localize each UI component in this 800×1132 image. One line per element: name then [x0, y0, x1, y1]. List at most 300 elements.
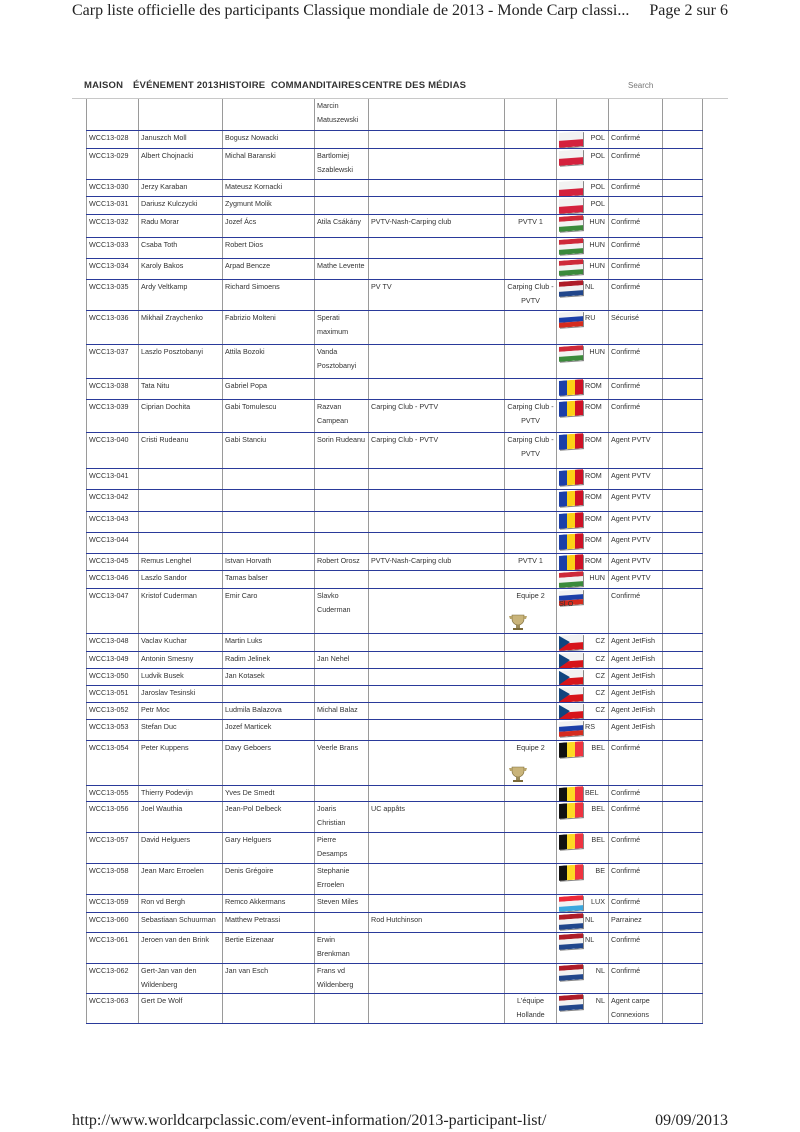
angler-3-cell	[315, 719, 369, 740]
angler-3-cell	[315, 633, 369, 651]
angler-1-cell	[139, 468, 223, 489]
table-row	[87, 832, 703, 863]
table-row	[87, 894, 703, 912]
sponsor-cell	[369, 668, 505, 685]
angler-2-cell: Zygmunt Molik	[223, 196, 315, 214]
sponsor-cell	[369, 378, 505, 399]
print-footer-date: 09/09/2013	[655, 1112, 728, 1129]
country-cell	[557, 179, 609, 196]
status-cell: Confirmé	[609, 832, 663, 863]
country-code: BEL	[585, 787, 599, 797]
team-label: Carping Club - PVTV	[507, 281, 554, 305]
team-label: Carping Club - PVTV	[507, 434, 554, 458]
empty-cell	[663, 894, 703, 912]
country-code: BEL	[591, 742, 605, 752]
country-cell	[557, 719, 609, 740]
angler-1-cell: Laszlo Sandor	[139, 570, 223, 588]
angler-3-cell	[315, 179, 369, 196]
sponsor-cell	[369, 511, 505, 532]
angler-2-cell: Bogusz Nowacki	[223, 130, 315, 148]
country-cell	[557, 130, 609, 148]
participant-id-cell: WCC13-044	[87, 532, 139, 553]
participant-id-cell: WCC13-029	[87, 148, 139, 179]
participant-id-cell: WCC13-042	[87, 489, 139, 511]
team-cell	[505, 832, 557, 863]
angler-1-cell: Ardy Veltkamp	[139, 279, 223, 310]
angler-3-cell: Erwin Brenkman	[315, 932, 369, 963]
top-navigation	[72, 74, 728, 99]
flag-icon-bel	[559, 741, 583, 758]
participant-id-cell: WCC13-054	[87, 740, 139, 785]
angler-1-cell: Sebastiaan Schuurman	[139, 912, 223, 932]
angler-1-cell: Januszch Moll	[139, 130, 223, 148]
flag-icon-hun	[559, 259, 583, 276]
table-row	[87, 668, 703, 685]
country-cell	[557, 237, 609, 258]
flag-icon-pol	[559, 180, 583, 196]
angler-3-cell: Frans vd Wildenberg	[315, 963, 369, 993]
search-input[interactable]	[628, 78, 724, 92]
team-cell	[505, 633, 557, 651]
table-row	[87, 99, 703, 130]
country-code: ROM	[585, 401, 602, 411]
nav-item-maison[interactable]: MAISON	[84, 80, 124, 91]
table-row	[87, 344, 703, 378]
empty-cell	[663, 399, 703, 432]
angler-3-cell: Vanda Posztobanyi	[315, 344, 369, 378]
table-row	[87, 685, 703, 702]
angler-3-cell: Razvan Campean	[315, 399, 369, 432]
team-cell	[505, 130, 557, 148]
table-row	[87, 740, 703, 785]
table-row	[87, 214, 703, 237]
participant-id-cell: WCC13-053	[87, 719, 139, 740]
team-label: L'équipe Hollande	[516, 995, 545, 1019]
angler-3-cell: Joaris Christian	[315, 801, 369, 832]
status-cell: Agent JetFish	[609, 668, 663, 685]
sponsor-cell	[369, 932, 505, 963]
sponsor-cell	[369, 532, 505, 553]
angler-1-cell: Vaclav Kuchar	[139, 633, 223, 651]
sponsor-cell	[369, 489, 505, 511]
status-cell: Confirmé	[609, 378, 663, 399]
team-cell	[505, 432, 557, 468]
participant-table	[86, 99, 703, 1024]
country-code: BEL	[591, 834, 605, 844]
angler-2-cell: Gabriel Popa	[223, 378, 315, 399]
participant-id-cell: WCC13-039	[87, 399, 139, 432]
status-cell: Parrainez	[609, 912, 663, 932]
participant-id-cell: WCC13-047	[87, 588, 139, 633]
angler-1-cell: Stefan Duc	[139, 719, 223, 740]
participant-id-cell: WCC13-033	[87, 237, 139, 258]
angler-3-cell	[315, 570, 369, 588]
country-cell	[557, 468, 609, 489]
print-footer	[72, 1112, 728, 1132]
table-row	[87, 863, 703, 894]
country-cell	[557, 214, 609, 237]
angler-2-cell	[223, 532, 315, 553]
sponsor-cell	[369, 588, 505, 633]
sponsor-cell	[369, 99, 505, 130]
empty-cell	[663, 932, 703, 963]
status-cell: Confirmé	[609, 740, 663, 785]
angler-1-cell	[139, 511, 223, 532]
angler-1-cell: Laszlo Posztobanyi	[139, 344, 223, 378]
angler-1-cell: Tata Nitu	[139, 378, 223, 399]
team-label: PVTV 1	[518, 555, 543, 565]
participant-id-cell: WCC13-040	[87, 432, 139, 468]
sponsor-cell	[369, 310, 505, 344]
sponsor-cell	[369, 785, 505, 801]
table-row	[87, 801, 703, 832]
angler-3-cell	[315, 785, 369, 801]
team-cell	[505, 932, 557, 963]
status-cell: Confirmé	[609, 801, 663, 832]
participant-id-cell: WCC13-060	[87, 912, 139, 932]
sponsor-cell	[369, 258, 505, 279]
angler-3-cell	[315, 196, 369, 214]
participant-id-cell: WCC13-031	[87, 196, 139, 214]
angler-1-cell: Csaba Toth	[139, 237, 223, 258]
angler-3-cell: Slavko Cuderman	[315, 588, 369, 633]
participant-id-cell	[87, 99, 139, 130]
sponsor-cell	[369, 993, 505, 1023]
country-cell	[557, 489, 609, 511]
table-row	[87, 310, 703, 344]
angler-1-cell: Gert-Jan van den Wildenberg	[139, 963, 223, 993]
table-row	[87, 912, 703, 932]
angler-2-cell	[223, 489, 315, 511]
empty-cell	[663, 432, 703, 468]
angler-2-cell	[223, 685, 315, 702]
status-cell: Confirmé	[609, 932, 663, 963]
angler-1-cell: Albert Chojnacki	[139, 148, 223, 179]
angler-2-cell: Attila Bozoki	[223, 344, 315, 378]
flag-icon-rom	[559, 433, 583, 450]
country-code: POL	[590, 132, 605, 142]
team-cell	[505, 785, 557, 801]
country-code: HUN	[589, 216, 605, 226]
team-cell	[505, 651, 557, 668]
sponsor-cell: PVTV-Nash-Carping club	[369, 214, 505, 237]
team-cell	[505, 378, 557, 399]
angler-2-cell: Matthew Petrassi	[223, 912, 315, 932]
status-cell: Confirmé	[609, 179, 663, 196]
table-row	[87, 993, 703, 1023]
participant-id-cell: WCC13-055	[87, 785, 139, 801]
angler-1-cell: Joel Wauthia	[139, 801, 223, 832]
empty-cell	[663, 511, 703, 532]
empty-cell	[663, 740, 703, 785]
status-cell	[609, 196, 663, 214]
participant-id-cell: WCC13-049	[87, 651, 139, 668]
team-cell	[505, 702, 557, 719]
sponsor-cell	[369, 179, 505, 196]
empty-cell	[663, 489, 703, 511]
angler-2-cell: Martin Luks	[223, 633, 315, 651]
empty-cell	[663, 912, 703, 932]
sponsor-cell: PV TV	[369, 279, 505, 310]
empty-cell	[663, 237, 703, 258]
status-cell: Confirmé	[609, 963, 663, 993]
table-row	[87, 963, 703, 993]
country-code: POL	[590, 181, 605, 191]
angler-2-cell	[223, 511, 315, 532]
angler-2-cell: Ludmila Balazova	[223, 702, 315, 719]
angler-3-cell: Veerle Brans	[315, 740, 369, 785]
status-cell: Agent carpe Connexions	[609, 993, 663, 1023]
angler-2-cell: Richard Simoens	[223, 279, 315, 310]
status-cell: Confirmé	[609, 344, 663, 378]
angler-2-cell	[223, 993, 315, 1023]
trophy-icon	[507, 613, 529, 631]
flag-icon-pol	[559, 197, 583, 214]
nav-item-commanditaires[interactable]: COMMANDITAIRES	[271, 80, 362, 91]
team-cell	[505, 963, 557, 993]
empty-cell	[663, 378, 703, 399]
angler-2-cell: Gabi Tomulescu	[223, 399, 315, 432]
team-label: PVTV 1	[518, 216, 543, 226]
participant-id-cell: WCC13-051	[87, 685, 139, 702]
angler-1-cell	[139, 99, 223, 130]
angler-1-cell: Kristof Cuderman	[139, 588, 223, 633]
angler-3-cell	[315, 685, 369, 702]
print-footer-url: http://www.worldcarpclassic.com/event-information/2013-participant-list/	[72, 1112, 547, 1129]
flag-icon-nl	[559, 913, 583, 930]
sponsor-cell	[369, 633, 505, 651]
country-cell	[557, 196, 609, 214]
status-cell: Confirmé	[609, 258, 663, 279]
flag-icon-nl	[559, 964, 583, 981]
angler-2-cell: Fabrizio Molteni	[223, 310, 315, 344]
flag-icon-rom	[559, 400, 583, 417]
angler-1-cell: Remus Lenghel	[139, 553, 223, 570]
country-code: ROM	[585, 513, 602, 523]
angler-1-cell: David Helguers	[139, 832, 223, 863]
table-row	[87, 719, 703, 740]
angler-3-cell	[315, 130, 369, 148]
flag-icon-rom	[559, 512, 583, 529]
participant-id-cell: WCC13-046	[87, 570, 139, 588]
flag-icon-cz	[559, 669, 583, 685]
empty-cell	[663, 148, 703, 179]
status-cell: Agent PVTV	[609, 432, 663, 468]
country-cell	[557, 553, 609, 570]
participant-id-cell: WCC13-061	[87, 932, 139, 963]
empty-cell	[663, 130, 703, 148]
flag-icon-cz	[559, 703, 583, 719]
country-code: NL	[585, 914, 595, 924]
participant-id-cell: WCC13-059	[87, 894, 139, 912]
country-cell	[557, 310, 609, 344]
angler-3-cell	[315, 993, 369, 1023]
flag-icon-rom	[559, 379, 583, 396]
angler-3-cell	[315, 489, 369, 511]
angler-2-cell: Gary Helguers	[223, 832, 315, 863]
country-cell	[557, 912, 609, 932]
team-cell	[505, 214, 557, 237]
empty-cell	[663, 963, 703, 993]
angler-1-cell: Jerzy Karaban	[139, 179, 223, 196]
angler-3-cell	[315, 468, 369, 489]
angler-3-cell: Michal Balaz	[315, 702, 369, 719]
angler-3-cell	[315, 511, 369, 532]
sponsor-cell	[369, 894, 505, 912]
country-code: HUN	[589, 572, 605, 582]
angler-2-cell: Davy Geboers	[223, 740, 315, 785]
angler-3-cell: Sperati maximum	[315, 310, 369, 344]
team-cell	[505, 894, 557, 912]
flag-icon-hun	[559, 345, 583, 362]
angler-2-cell: Istvan Horvath	[223, 553, 315, 570]
sponsor-cell: Carping Club - PVTV	[369, 432, 505, 468]
empty-cell	[663, 993, 703, 1023]
nav-item-histoire[interactable]: HISTOIRE	[219, 80, 266, 91]
country-code: CZ	[595, 653, 605, 663]
status-cell: Confirmé	[609, 588, 663, 633]
participant-id-cell: WCC13-048	[87, 633, 139, 651]
sponsor-cell	[369, 130, 505, 148]
team-label: Equipe 2	[516, 590, 545, 600]
sponsor-cell	[369, 702, 505, 719]
flag-icon-hun	[559, 571, 583, 588]
participant-id-cell: WCC13-037	[87, 344, 139, 378]
angler-2-cell: Jean-Pol Delbeck	[223, 801, 315, 832]
country-cell	[557, 651, 609, 668]
team-cell	[505, 912, 557, 932]
table-row	[87, 633, 703, 651]
table-row	[87, 511, 703, 532]
team-cell	[505, 344, 557, 378]
table-row	[87, 399, 703, 432]
angler-1-cell: Karoly Bakos	[139, 258, 223, 279]
nav-item-evenement-2013[interactable]: ÉVÉNEMENT 2013	[133, 80, 219, 91]
angler-3-cell: Mathe Levente	[315, 258, 369, 279]
country-cell	[557, 801, 609, 832]
status-cell: Agent PVTV	[609, 532, 663, 553]
table-row	[87, 785, 703, 801]
sponsor-cell	[369, 719, 505, 740]
angler-3-cell: Pierre Desamps	[315, 832, 369, 863]
country-code: CZ	[595, 635, 605, 645]
angler-3-cell: Robert Orosz	[315, 553, 369, 570]
participant-id-cell: WCC13-063	[87, 993, 139, 1023]
country-code: HUN	[589, 260, 605, 270]
flag-icon-rs	[559, 720, 583, 737]
angler-2-cell: Gabi Stanciu	[223, 432, 315, 468]
sponsor-cell	[369, 832, 505, 863]
angler-3-cell	[315, 532, 369, 553]
angler-1-cell: Petr Moc	[139, 702, 223, 719]
status-cell: Confirmé	[609, 237, 663, 258]
table-row	[87, 148, 703, 179]
sponsor-cell	[369, 570, 505, 588]
angler-3-cell: Stephanie Erroelen	[315, 863, 369, 894]
print-header-page-number: Page 2 sur 6	[649, 2, 728, 19]
sponsor-cell	[369, 468, 505, 489]
country-cell	[557, 432, 609, 468]
empty-cell	[663, 532, 703, 553]
participant-id-cell: WCC13-058	[87, 863, 139, 894]
angler-2-cell: Jozef Marticek	[223, 719, 315, 740]
sponsor-cell	[369, 344, 505, 378]
flag-icon-pol	[559, 149, 583, 166]
country-code: NL	[585, 934, 595, 944]
status-cell: Agent PVTV	[609, 553, 663, 570]
team-cell	[505, 196, 557, 214]
angler-2-cell: Yves De Smedt	[223, 785, 315, 801]
country-code: POL	[590, 198, 605, 208]
country-cell	[557, 148, 609, 179]
angler-1-cell: Radu Morar	[139, 214, 223, 237]
sponsor-cell: Carping Club - PVTV	[369, 399, 505, 432]
nav-item-centre-des-medias[interactable]: CENTRE DES MÉDIAS	[362, 80, 467, 91]
team-cell	[505, 258, 557, 279]
country-cell	[557, 932, 609, 963]
table-row	[87, 130, 703, 148]
country-cell	[557, 570, 609, 588]
team-cell	[505, 489, 557, 511]
country-code: NL	[595, 965, 605, 975]
team-cell	[505, 532, 557, 553]
participant-id-cell: WCC13-036	[87, 310, 139, 344]
flag-icon-rom	[559, 469, 583, 486]
angler-1-cell: Antonin Smesny	[139, 651, 223, 668]
table-row	[87, 258, 703, 279]
angler-2-cell: Jan Kotasek	[223, 668, 315, 685]
country-cell	[557, 99, 609, 130]
trophy-icon	[507, 765, 529, 783]
team-cell	[505, 740, 557, 785]
flag-icon-cz	[559, 686, 583, 702]
empty-cell	[663, 310, 703, 344]
country-code: CZ	[595, 670, 605, 680]
country-cell	[557, 344, 609, 378]
country-cell	[557, 863, 609, 894]
team-cell	[505, 801, 557, 832]
flag-icon-bel	[559, 786, 583, 801]
flag-icon-pol	[559, 131, 583, 148]
angler-1-cell: Peter Kuppens	[139, 740, 223, 785]
empty-cell	[663, 179, 703, 196]
empty-cell	[663, 99, 703, 130]
team-cell	[505, 668, 557, 685]
team-cell	[505, 570, 557, 588]
table-row	[87, 179, 703, 196]
flag-icon-lux	[559, 895, 583, 912]
angler-3-cell	[315, 279, 369, 310]
angler-1-cell: Ciprian Dochita	[139, 399, 223, 432]
status-cell: Agent PVTV	[609, 570, 663, 588]
country-code: SLO	[559, 598, 574, 608]
table-row	[87, 468, 703, 489]
country-code: HUN	[589, 239, 605, 249]
table-row	[87, 378, 703, 399]
country-cell	[557, 588, 609, 633]
flag-icon-rom	[559, 490, 583, 507]
angler-1-cell: Mikhail Zraychenko	[139, 310, 223, 344]
status-cell: Agent JetFish	[609, 633, 663, 651]
flag-icon-nl	[559, 994, 583, 1011]
angler-1-cell: Thierry Podevijn	[139, 785, 223, 801]
flag-icon-bel	[559, 864, 583, 881]
country-code: ROM	[585, 380, 602, 390]
sponsor-cell	[369, 863, 505, 894]
sponsor-cell: UC appâts	[369, 801, 505, 832]
angler-2-cell	[223, 99, 315, 130]
empty-cell	[663, 588, 703, 633]
